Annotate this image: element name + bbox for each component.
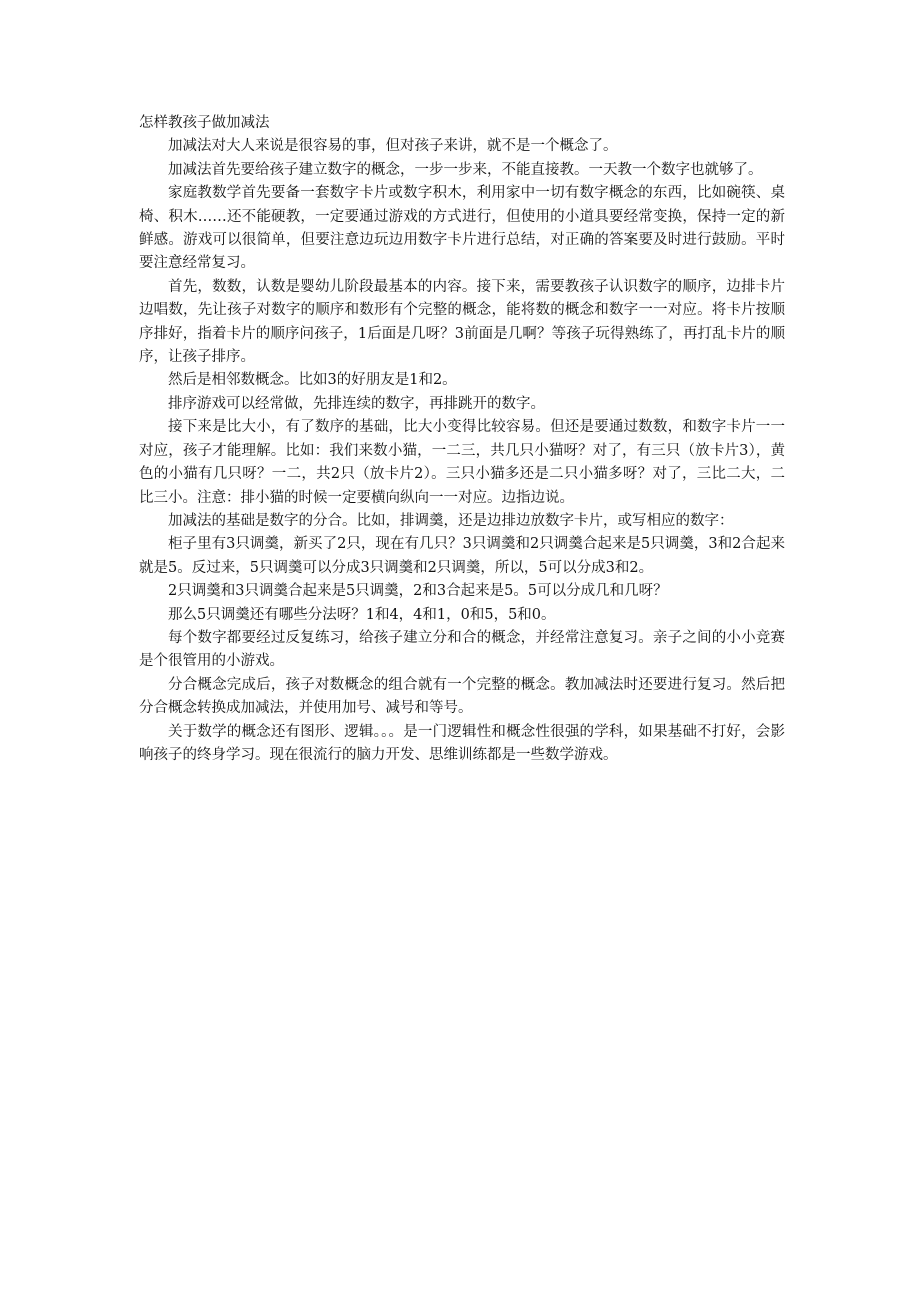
paragraph: 每个数字都要经过反复练习，给孩子建立分和合的概念，并经常注意复习。亲子之间的小小竞赛是个很管用的小游戏。 — [139, 629, 785, 670]
paragraph: 柜子里有3只调羹，新买了2只，现在有几只？3只调羹和2只调羹合起来是5只调羹，3和2合起来就是5。反过来，5只调羹可以分成3只调羹和2只调羹，所以，5可以分成3和2。 — [139, 536, 785, 576]
paragraph: 2只调羹和3只调羹合起来是5只调羹，2和3合起来是5。5可以分成几和几呀？ — [168, 583, 668, 600]
paragraph: 加减法首先要给孩子建立数字的概念，一步一步来，不能直接教。一天教一个数字也就够了。 — [168, 161, 763, 178]
paragraph: 首先，数数，认数是婴幼儿阶段最基本的内容。接下来，需要教孩子认识数字的顺序，边排卡片边唱数，先让孩子对数字的顺序和数形有个完整的概念，能将数的概念和数字一一对应。将卡片按顺序排好，指着卡片的顺序问孩子，1后面是几呀？3前面是几啊？等孩子玩得熟练了，再打乱卡片的顺序，让孩子排序。 — [139, 278, 785, 366]
paragraph: 排序游戏可以经常做，先排连续的数字，再排跳开的数字。 — [168, 395, 545, 412]
paragraph: 关于数学的概念还有图形、逻辑。。。是一门逻辑性和概念性很强的学科，如果基础不打好，会影响孩子的终身学习。现在很流行的脑力开发、思维训练都是一些数学游戏。 — [139, 723, 785, 763]
document-page — [139, 112, 785, 767]
paragraph: 加减法对大人来说是很容易的事，但对孩子来讲，就不是一个概念了。 — [168, 138, 618, 155]
paragraph: 接下来是比大小，有了数序的基础，比大小变得比较容易。但还是要通过数数，和数字卡片一一对应，孩子才能理解。比如：我们来数小猫，一二三，共几只小猫呀？对了，有三只（放卡片3），黄色的小猫有几只呀？一二，共2只（放卡片2）。三只小猫多还是二只小猫多呀？对了，三比二大，二比三小。注意：排小猫的时候一定要横向纵向一一对应。边指边说。 — [139, 419, 785, 506]
paragraph: 加减法的基础是数字的分合。比如，排调羹，还是边排边放数字卡片，或写相应的数字： — [168, 512, 734, 529]
paragraph: 家庭教数学首先要备一套数字卡片或数字积木，利用家中一切有数字概念的东西，比如碗筷、桌椅、积木……还不能硬教，一定要通过游戏的方式进行，但使用的小道具要经常变换，保持一定的新鲜感。游戏可以很简单，但要注意边玩边用数字卡片进行总结，对正确的答案要及时进行鼓励。平时要注意经常复习。 — [139, 185, 785, 272]
paragraph: 分合概念完成后，孩子对数概念的组合就有一个完整的概念。教加减法时还要进行复习。然后把分合概念转换成加减法，并使用加号、减号和等号。 — [139, 676, 785, 717]
document-title: 怎样教孩子做加减法 — [139, 115, 270, 131]
paragraph: 然后是相邻数概念。比如3的好朋友是1和2。 — [168, 372, 457, 389]
paragraph: 那么5只调羹还有哪些分法呀？1和4，4和1，0和5，5和0。 — [168, 606, 556, 623]
